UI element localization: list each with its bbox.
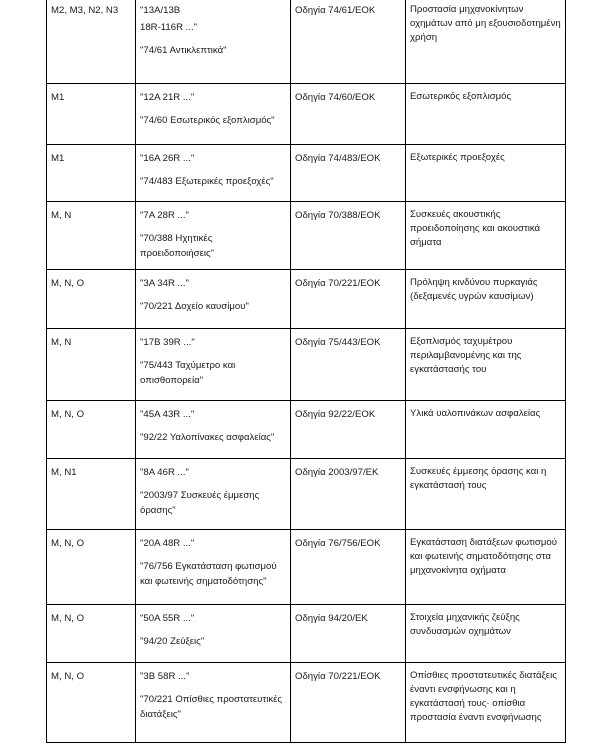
vehicle-category-cell: M, N, O	[47, 530, 136, 605]
reference-code: "3B 58R ..."	[140, 671, 190, 682]
directives-table	[46, 0, 566, 743]
table-row	[47, 329, 566, 401]
reference-code: "7A 28R ..."	[140, 210, 189, 221]
reference-cell	[136, 401, 291, 459]
reference-code: "3A 34R ..."	[140, 278, 189, 289]
reference-code: "50A 55R ..."	[140, 613, 195, 624]
directive-cell: Οδηγία 70/221/ΕΟΚ	[291, 270, 406, 329]
subject-cell: Συσκευές έμμεσης όρασης και η εγκατάστασή τους	[406, 459, 566, 530]
reference-title: "74/61 Αντικλεπτικά"	[140, 45, 227, 56]
reference-title: "94/20 Ζεύξεις"	[140, 636, 205, 647]
subject-cell: Εγκατάσταση διατάξεων φωτισμού και φωτεινής σηματοδότησης στα μηχανοκίνητα οχήματα	[406, 530, 566, 605]
subject-cell: Στοιχεία μηχανικής ζεύξης συνδυασμών οχημάτων	[406, 605, 566, 663]
table-row	[47, 84, 566, 145]
vehicle-category-cell: M, N, O	[47, 605, 136, 663]
vehicle-category-cell: M, N	[47, 202, 136, 270]
reference-title: "70/221 Οπίσθιες προστατευτικές διατάξεις"	[140, 694, 283, 720]
vehicle-category-cell: M2, M3, N2, N3	[47, 0, 136, 84]
reference-code: 18R-116R ..."	[140, 22, 198, 33]
reference-code: "16A 26R ..."	[140, 153, 195, 164]
directive-cell: Οδηγία 70/388/ΕΟΚ	[291, 202, 406, 270]
reference-title: "76/756 Εγκατάσταση φωτισμού και φωτεινής σηματοδότησης"	[140, 561, 277, 587]
reference-title: "74/60 Εσωτερικός εξοπλισμός"	[140, 115, 275, 126]
vehicle-category-cell: M, N1	[47, 459, 136, 530]
reference-title: "75/443 Ταχύμετρο και οπισθοπορεία"	[140, 360, 236, 386]
reference-cell	[136, 84, 291, 145]
directive-cell: Οδηγία 75/443/ΕΟΚ	[291, 329, 406, 401]
reference-code: "17B 39R ..."	[140, 337, 195, 348]
vehicle-category-cell: M, N	[47, 329, 136, 401]
directive-cell: Οδηγία 74/60/ΕΟΚ	[291, 84, 406, 145]
directive-cell: Οδηγία 2003/97/ΕΚ	[291, 459, 406, 530]
table-row	[47, 0, 566, 84]
directive-cell: Οδηγία 70/221/ΕΟΚ	[291, 663, 406, 743]
reference-title: "70/388 Ηχητικές προειδοποιήσεις"	[140, 233, 215, 259]
table-row	[47, 530, 566, 605]
reference-cell	[136, 270, 291, 329]
reference-title: "70/221 Δοχείο καυσίμου"	[140, 301, 249, 312]
table-row	[47, 270, 566, 329]
reference-cell	[136, 605, 291, 663]
reference-title: "92/22 Υαλοπίνακες ασφαλείας"	[140, 432, 275, 443]
vehicle-category-cell: M1	[47, 84, 136, 145]
reference-code: "8A 46R ..."	[140, 467, 189, 478]
subject-cell: Πρόληψη κινδύνου πυρκαγιάς (δεξαμενές υγρών καυσίμων)	[406, 270, 566, 329]
table-row	[47, 663, 566, 743]
table-row	[47, 401, 566, 459]
subject-cell: Οπίσθιες προστατευτικές διατάξεις έναντι ενσφήνωσης και η εγκατάστασή τους· οπίσθια προστασία έναντι ενσφήνωσης	[406, 663, 566, 743]
vehicle-category-cell: M, N, O	[47, 401, 136, 459]
subject-cell: Εξωτερικές προεξοχές	[406, 145, 566, 202]
reference-cell	[136, 202, 291, 270]
subject-cell: Εξοπλισμός ταχυμέτρου περιλαμβανομένης και της εγκατάστασής του	[406, 329, 566, 401]
reference-cell	[136, 329, 291, 401]
subject-cell: Προστασία μηχανοκίνητων οχημάτων από μη εξουσιοδοτημένη χρήση	[406, 0, 566, 84]
table-row	[47, 145, 566, 202]
reference-code: "20A 48R ..."	[140, 538, 195, 549]
vehicle-category-cell: M, N, O	[47, 270, 136, 329]
vehicle-category-cell: M, N, O	[47, 663, 136, 743]
subject-cell: Υλικά υαλοπινάκων ασφαλείας	[406, 401, 566, 459]
reference-code: "13A/13B	[140, 5, 181, 16]
table-row	[47, 202, 566, 270]
directive-cell: Οδηγία 76/756/ΕΟΚ	[291, 530, 406, 605]
subject-cell: Συσκευές ακουστικής προειδοποίησης και ακουστικά σήματα	[406, 202, 566, 270]
reference-cell	[136, 530, 291, 605]
reference-cell	[136, 459, 291, 530]
vehicle-category-cell: M1	[47, 145, 136, 202]
directive-cell: Οδηγία 74/483/ΕΟΚ	[291, 145, 406, 202]
reference-title: "74/483 Εξωτερικές προεξοχές"	[140, 176, 274, 187]
directive-cell: Οδηγία 92/22/ΕΟΚ	[291, 401, 406, 459]
subject-cell: Εσωτερικός εξοπλισμός	[406, 84, 566, 145]
reference-title: "2003/97 Συσκευές έμμεσης όρασης"	[140, 490, 260, 516]
table-row	[47, 605, 566, 663]
table-row	[47, 459, 566, 530]
reference-code: "12A 21R ..."	[140, 92, 195, 103]
directive-cell: Οδηγία 94/20/ΕΚ	[291, 605, 406, 663]
reference-code: "45A 43R ..."	[140, 409, 195, 420]
directive-cell: Οδηγία 74/61/ΕΟΚ	[291, 0, 406, 84]
reference-cell	[136, 663, 291, 743]
reference-cell	[136, 0, 291, 84]
reference-cell	[136, 145, 291, 202]
